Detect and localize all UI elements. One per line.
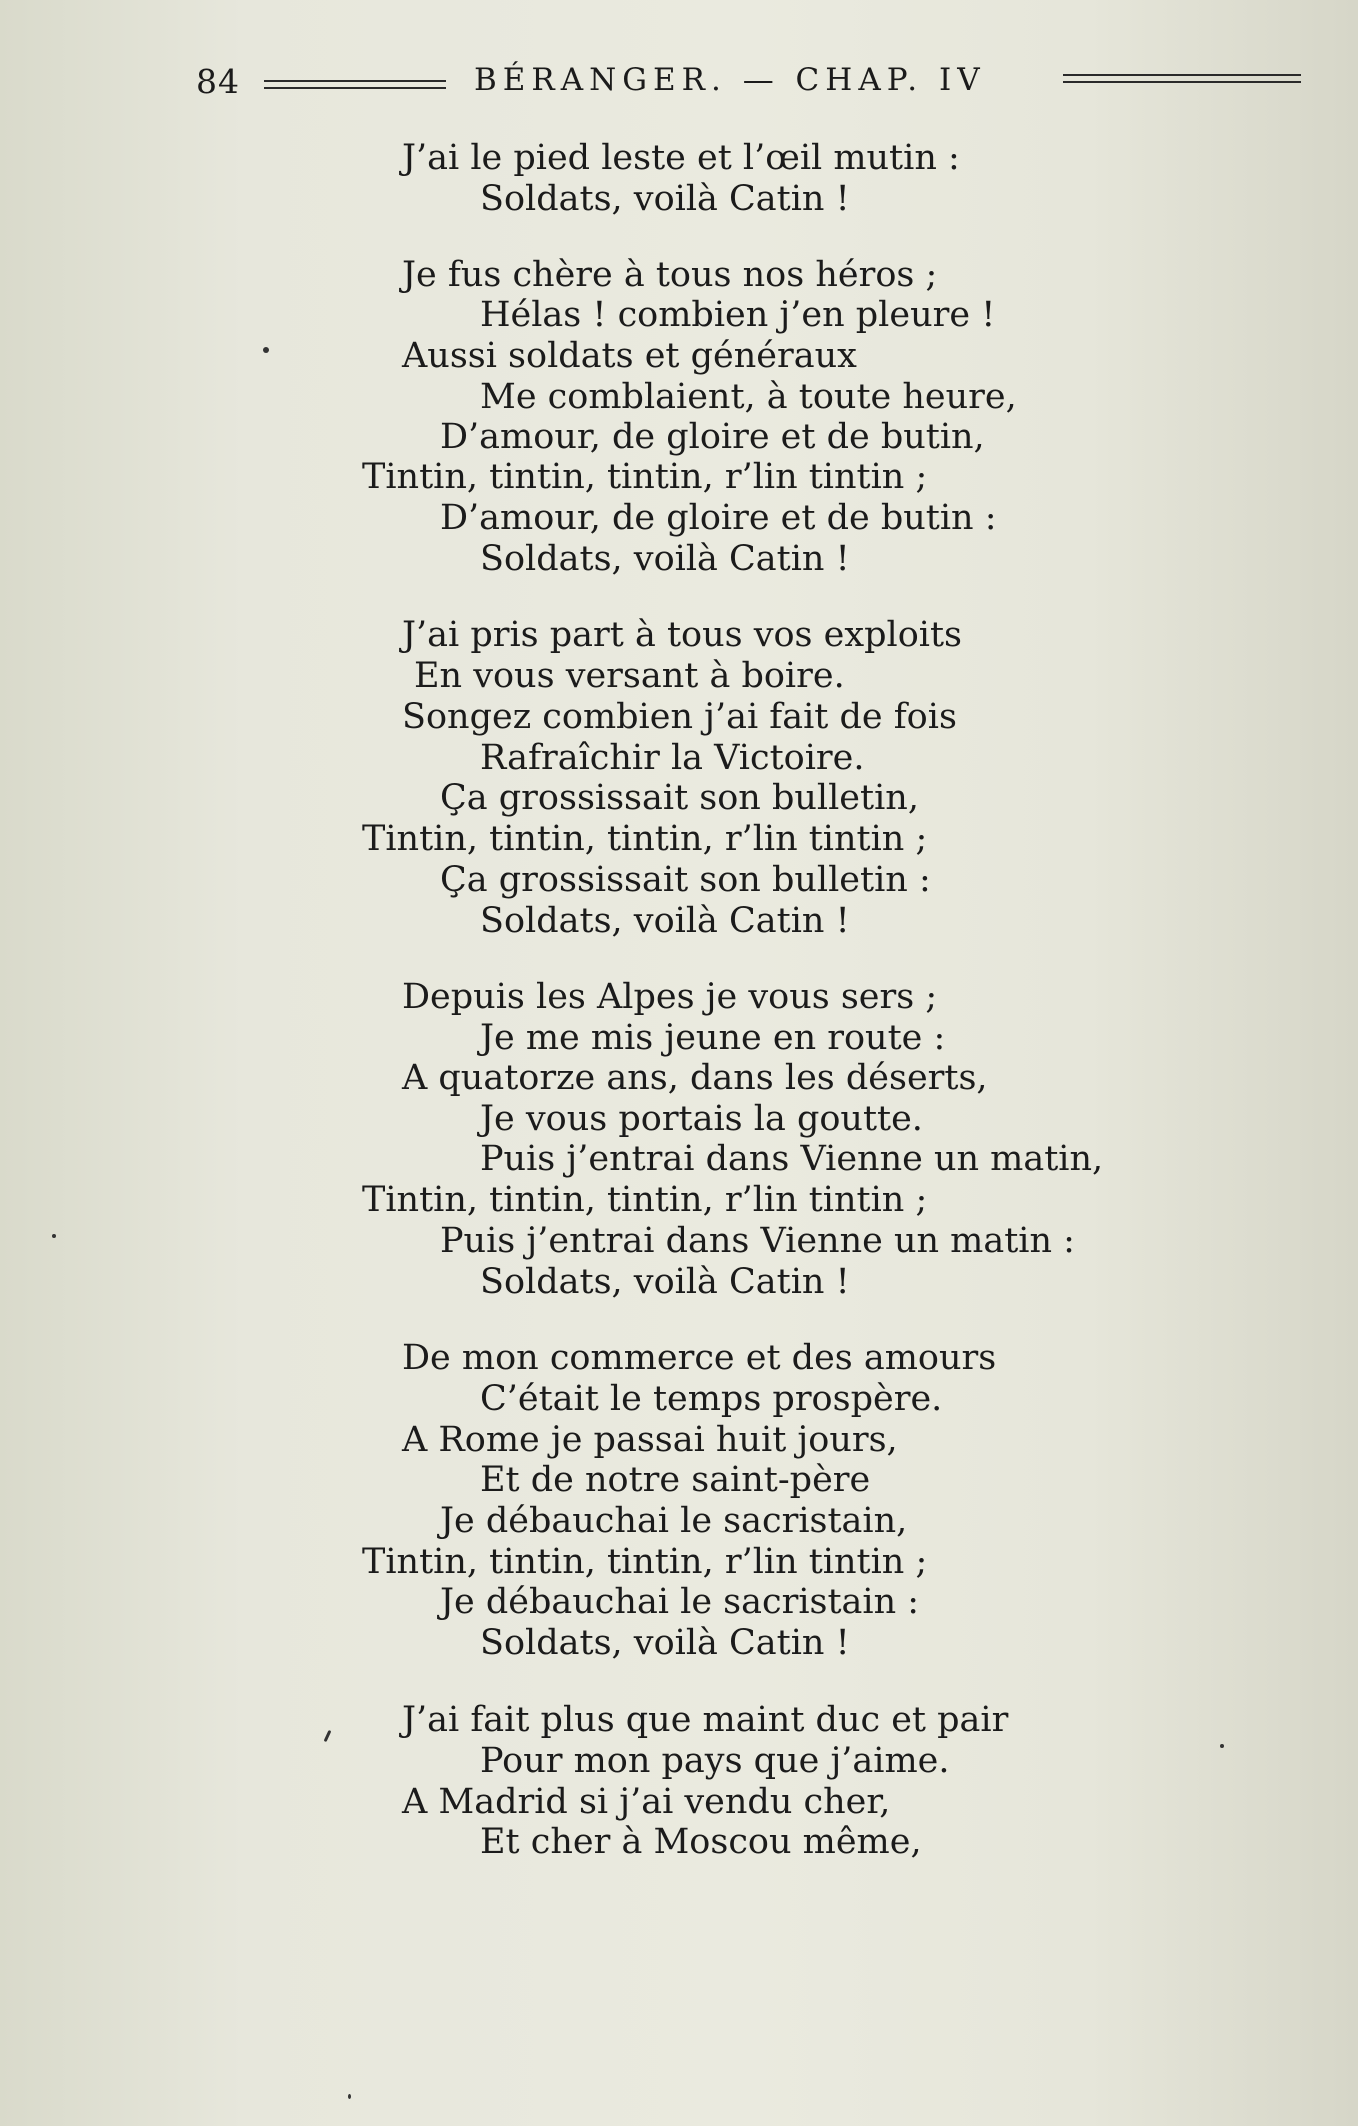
poem-line: Rafraîchir la Victoire. — [480, 738, 865, 778]
poem-line: D’amour, de gloire et de butin : — [440, 498, 997, 538]
poem-line: Je me mis jeune en route : — [480, 1018, 946, 1058]
poem-line: Tintin, tintin, tintin, r’lin tintin ; — [362, 1542, 928, 1582]
page-number: 84 — [196, 62, 240, 101]
poem-line: J’ai pris part à tous vos exploits — [402, 615, 962, 655]
poem-line: De mon commerce et des amours — [402, 1338, 997, 1378]
poem-line: A quatorze ans, dans les déserts, — [402, 1058, 988, 1098]
poem-line: Depuis les Alpes je vous sers ; — [402, 977, 938, 1017]
poem-line: Tintin, tintin, tintin, r’lin tintin ; — [362, 819, 928, 859]
poem-line: J’ai fait plus que maint duc et pair — [402, 1700, 1009, 1740]
poem-line: Et cher à Moscou même, — [480, 1822, 922, 1862]
running-head: BÉRANGER. — CHAP. IV — [474, 62, 986, 98]
paper-speck — [52, 1234, 56, 1238]
paper-speck — [1220, 1744, 1224, 1748]
poem-line: Soldats, voilà Catin ! — [480, 1623, 850, 1663]
poem-line: Pour mon pays que j’aime. — [480, 1741, 950, 1781]
poem-line: A Madrid si j’ai vendu cher, — [402, 1782, 891, 1822]
poem-line: Je fus chère à tous nos héros ; — [402, 255, 938, 295]
poem-line: Hélas ! combien j’en pleure ! — [480, 295, 996, 335]
poem-line: Me comblaient, à toute heure, — [480, 377, 1017, 417]
poem-line: Tintin, tintin, tintin, r’lin tintin ; — [362, 1180, 928, 1220]
poem-line: Soldats, voilà Catin ! — [480, 901, 850, 941]
paper-speck — [263, 347, 269, 353]
poem-line: C’était le temps prospère. — [480, 1379, 943, 1419]
poem-line: Je vous portais la goutte. — [480, 1099, 923, 1139]
poem-line: J’ai le pied leste et l’œil mutin : — [402, 138, 960, 178]
poem-line: Ça grossissait son bulletin, — [440, 778, 919, 818]
poem-line: En vous versant à boire. — [414, 656, 845, 696]
poem-line: Ça grossissait son bulletin : — [440, 860, 931, 900]
poem-line: Je débauchai le sacristain : — [440, 1582, 920, 1622]
poem-line: Puis j’entrai dans Vienne un matin, — [480, 1139, 1104, 1179]
poem-line: Aussi soldats et généraux — [402, 336, 857, 376]
poem-line: A Rome je passai huit jours, — [402, 1420, 898, 1460]
poem-line: Soldats, voilà Catin ! — [480, 179, 850, 219]
poem-line: D’amour, de gloire et de butin, — [440, 417, 985, 457]
poem-line: Soldats, voilà Catin ! — [480, 1262, 850, 1302]
poem-line: Et de notre saint-père — [480, 1460, 871, 1500]
paper-speck — [348, 2094, 351, 2099]
poem-line: Je débauchai le sacristain, — [440, 1501, 908, 1541]
poem-line: Tintin, tintin, tintin, r’lin tintin ; — [362, 457, 928, 497]
poem-line: Songez combien j’ai fait de fois — [402, 697, 957, 737]
poem-line: Soldats, voilà Catin ! — [480, 539, 850, 579]
poem-line: Puis j’entrai dans Vienne un matin : — [440, 1221, 1075, 1261]
